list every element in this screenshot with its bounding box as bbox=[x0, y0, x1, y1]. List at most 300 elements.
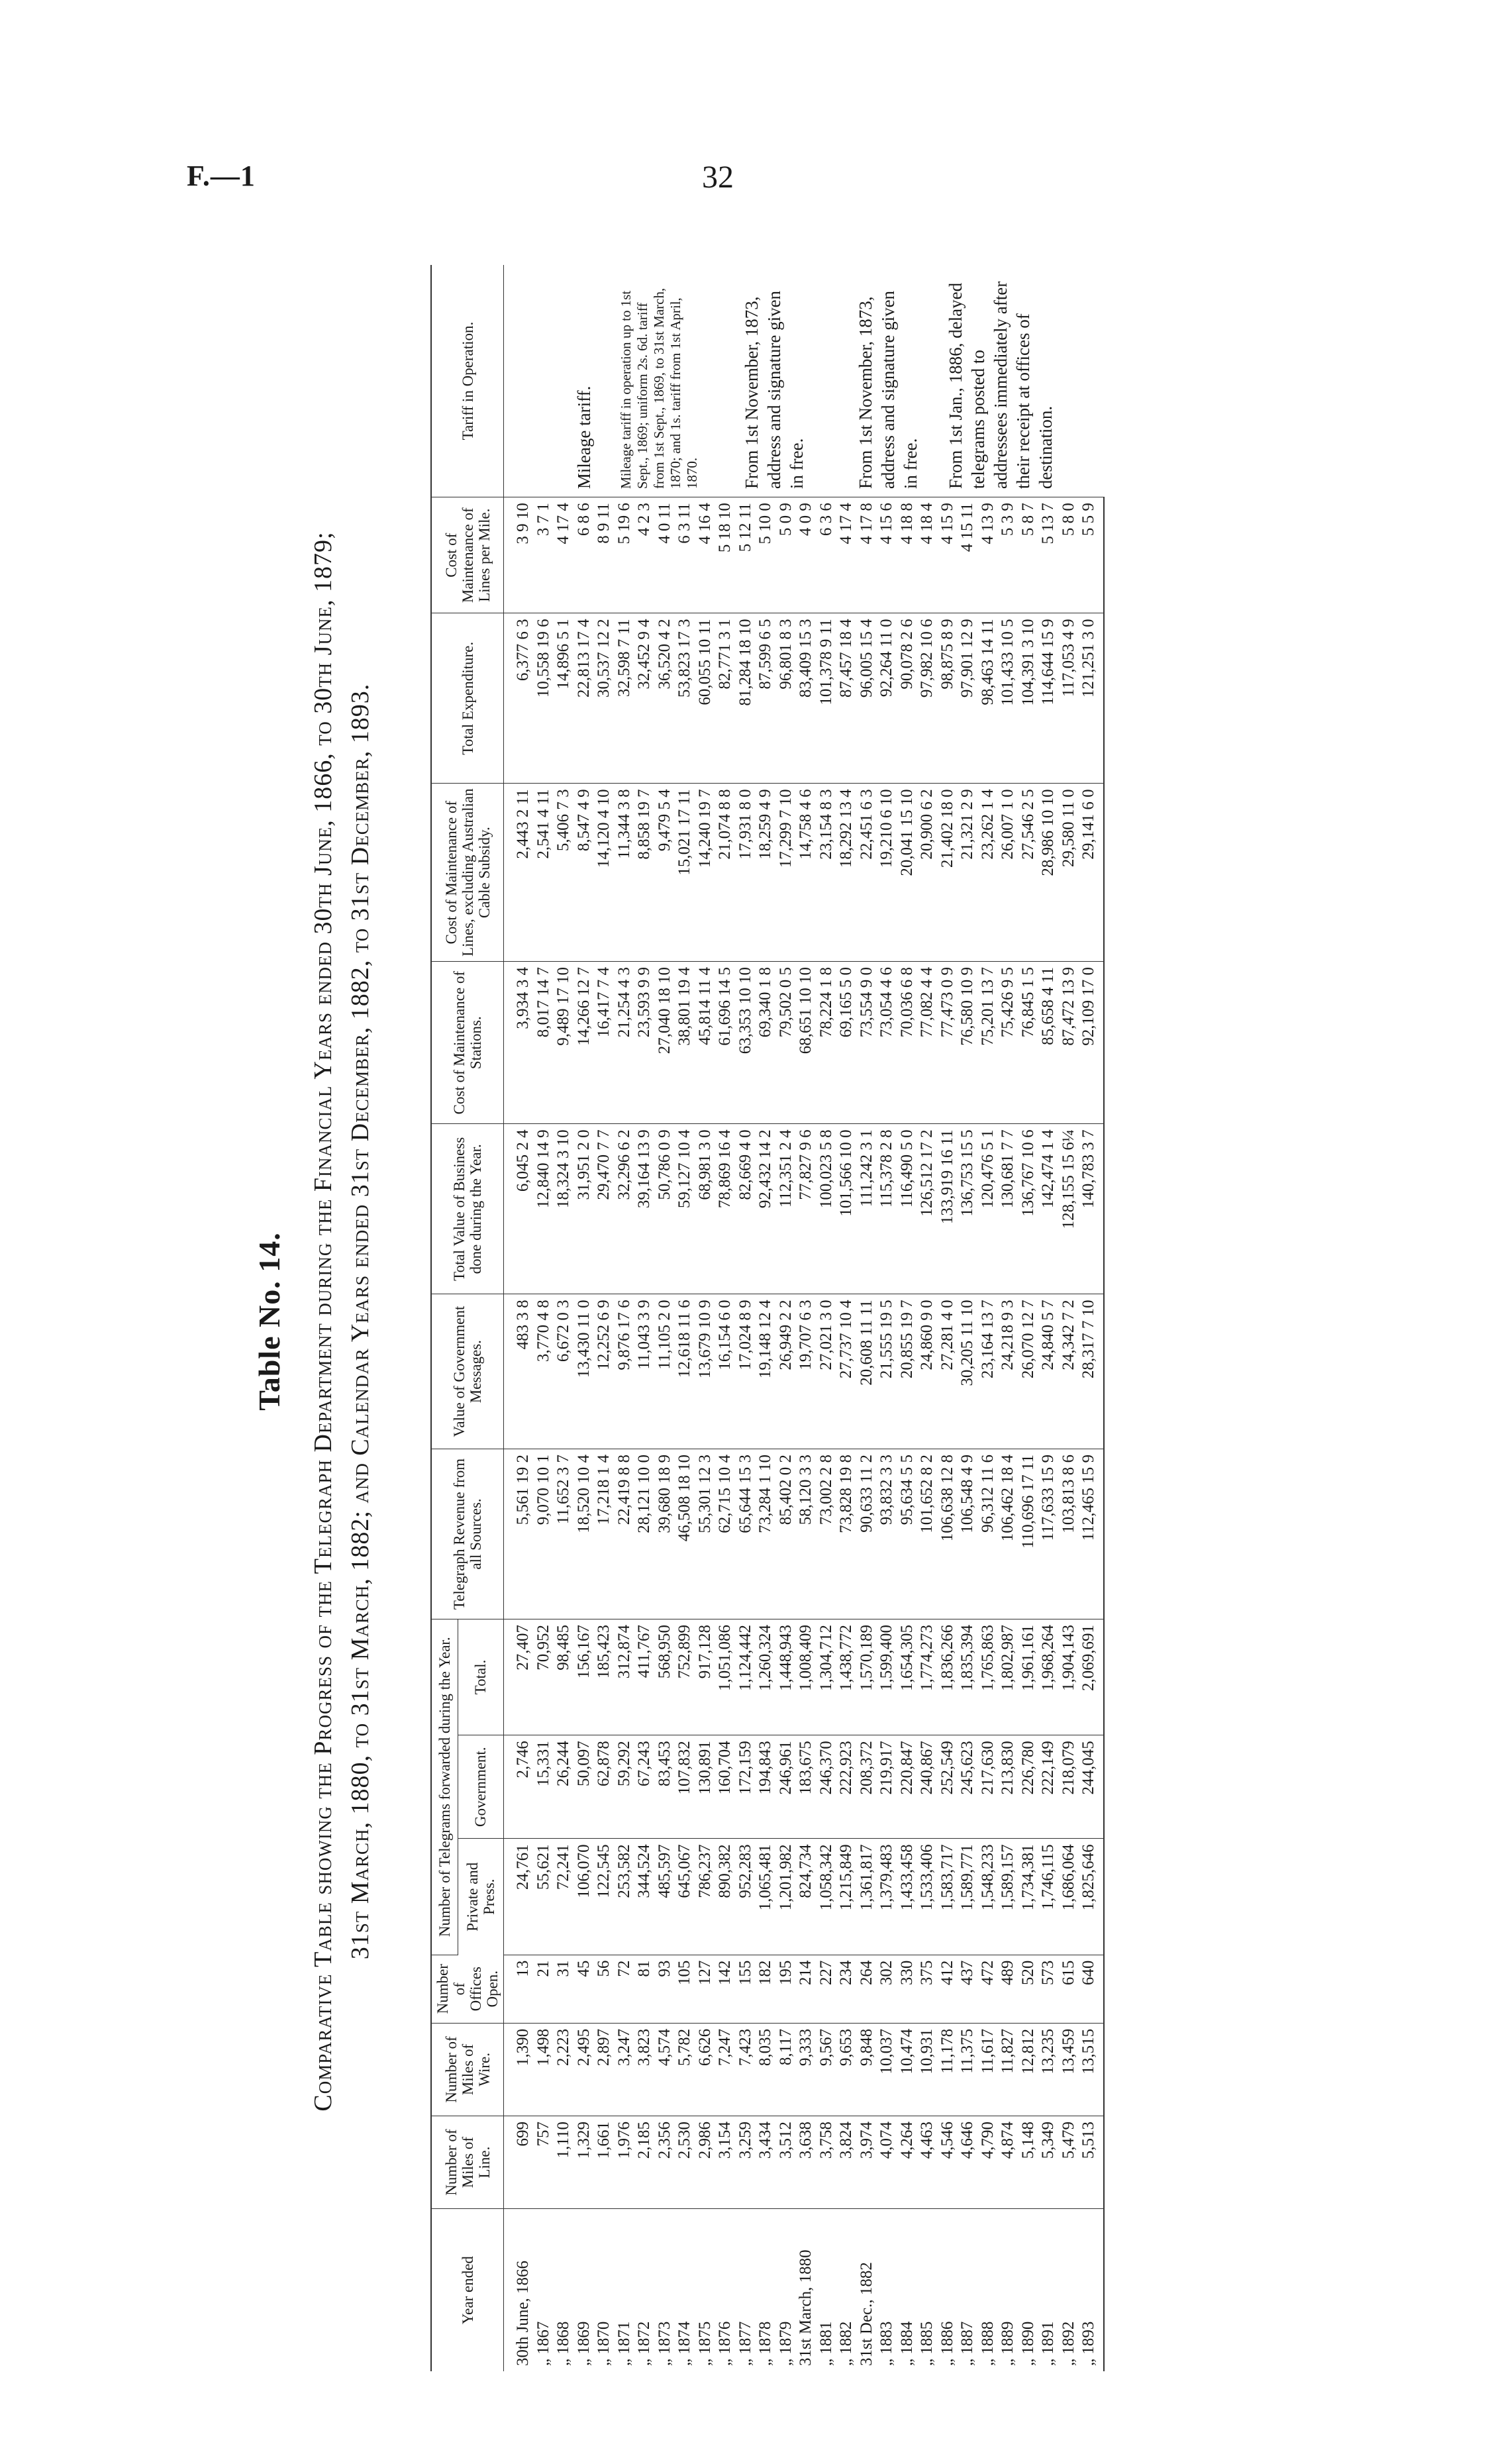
cell-stations: 27,040 18 10 bbox=[655, 962, 675, 1124]
cell-expend: 87,599 6 5 bbox=[756, 613, 776, 784]
cell-year: „ 1867 bbox=[534, 2321, 552, 2366]
cell-permile: 3 7 1 bbox=[534, 497, 554, 613]
cell-wire: 1,390 bbox=[504, 2023, 534, 2116]
cell-expend: 97,982 10 6 bbox=[917, 613, 938, 784]
cell-business: 140,783 3 7 bbox=[1079, 1124, 1104, 1294]
cell-private: 1,734,381 bbox=[1018, 1839, 1039, 1955]
cell-expend: 101,433 10 5 bbox=[998, 613, 1018, 784]
table-row bbox=[796, 265, 817, 2371]
cell-lines: 2,541 4 11 bbox=[534, 784, 554, 962]
cell-permile: 5 5 9 bbox=[1079, 497, 1104, 613]
cell-total: 1,961,161 bbox=[1018, 1619, 1039, 1735]
table-row bbox=[534, 265, 554, 2371]
cell-revenue: 73,828 19 8 bbox=[836, 1449, 857, 1619]
cell-gov: 220,847 bbox=[897, 1735, 918, 1839]
cell-offices: 31 bbox=[554, 1955, 574, 2023]
cell-private: 1,215,849 bbox=[836, 1839, 857, 1955]
table-row bbox=[504, 265, 534, 2371]
cell-govval: 28,317 7 10 bbox=[1079, 1294, 1104, 1449]
cell-gov: 50,097 bbox=[574, 1735, 595, 1839]
cell-private: 122,545 bbox=[594, 1839, 615, 1955]
cell-business: 82,669 4 0 bbox=[736, 1124, 756, 1294]
cell-private: 253,582 bbox=[615, 1839, 635, 1955]
col-cost-per-mile: Cost of Maintenance of Lines per Mile. bbox=[431, 497, 504, 613]
cell-lines: 19,210 6 10 bbox=[877, 784, 897, 962]
cell-govval: 11,043 3 9 bbox=[634, 1294, 655, 1449]
col-total-expenditure: Total Expenditure. bbox=[431, 613, 504, 784]
cell-line: 3,512 bbox=[776, 2116, 797, 2209]
cell-business: 112,351 2 4 bbox=[776, 1124, 797, 1294]
table-row bbox=[998, 265, 1018, 2371]
cell-expend: 90,078 2 6 bbox=[897, 613, 918, 784]
cell-expend: 104,391 3 10 bbox=[1018, 613, 1039, 784]
cell-private: 1,589,771 bbox=[958, 1839, 978, 1955]
cell-year: „ 1883 bbox=[877, 2321, 895, 2366]
tariff-note: From 1st November, 1873, address and signature given in free. bbox=[856, 290, 920, 489]
cell-business: 18,324 3 10 bbox=[554, 1124, 574, 1294]
cell-wire: 11,178 bbox=[938, 2023, 958, 2116]
cell-total: 917,128 bbox=[695, 1619, 716, 1735]
cell-offices: 195 bbox=[776, 1955, 797, 2023]
cell-permile: 5 8 7 bbox=[1018, 497, 1039, 613]
cell-govval: 6,672 0 3 bbox=[554, 1294, 574, 1449]
cell-expend: 60,055 10 11 bbox=[695, 613, 716, 784]
cell-gov: 59,292 bbox=[615, 1735, 635, 1839]
cell-business: 101,566 10 0 bbox=[836, 1124, 857, 1294]
cell-lines: 14,758 4 6 bbox=[796, 784, 817, 962]
cell-business: 77,827 9 6 bbox=[796, 1124, 817, 1294]
cell-offices: 412 bbox=[938, 1955, 958, 2023]
cell-year: 31st March, 1880 bbox=[797, 2249, 815, 2366]
cell-wire: 7,423 bbox=[736, 2023, 756, 2116]
cell-private: 1,548,233 bbox=[978, 1839, 999, 1955]
cell-gov: 15,331 bbox=[534, 1735, 554, 1839]
cell-gov: 183,675 bbox=[796, 1735, 817, 1839]
cell-line: 3,824 bbox=[836, 2116, 857, 2209]
cell-total: 1,904,143 bbox=[1059, 1619, 1079, 1735]
cell-govval: 23,164 13 7 bbox=[978, 1294, 999, 1449]
cell-private: 786,237 bbox=[695, 1839, 716, 1955]
cell-private: 890,382 bbox=[715, 1839, 736, 1955]
cell-lines: 14,240 19 7 bbox=[695, 784, 716, 962]
cell-private: 1,379,483 bbox=[877, 1839, 897, 1955]
cell-business: 142,474 1 4 bbox=[1038, 1124, 1059, 1294]
cell-govval: 19,707 6 3 bbox=[796, 1294, 817, 1449]
cell-wire: 3,247 bbox=[615, 2023, 635, 2116]
cell-revenue: 101,652 8 2 bbox=[917, 1449, 938, 1619]
col-tariff: Tariff in Operation. bbox=[431, 265, 504, 497]
cell-revenue: 106,548 4 9 bbox=[958, 1449, 978, 1619]
cell-year: „ 1877 bbox=[736, 2321, 754, 2366]
cell-revenue: 112,465 15 9 bbox=[1079, 1449, 1104, 1619]
cell-lines: 26,007 1 0 bbox=[998, 784, 1018, 962]
cell-stations: 77,082 4 4 bbox=[917, 962, 938, 1124]
cell-line: 2,356 bbox=[655, 2116, 675, 2209]
cell-lines: 29,141 6 0 bbox=[1079, 784, 1104, 962]
cell-permile: 5 13 7 bbox=[1038, 497, 1059, 613]
cell-business: 78,869 16 4 bbox=[715, 1124, 736, 1294]
cell-revenue: 73,002 2 8 bbox=[817, 1449, 837, 1619]
cell-permile: 4 18 8 bbox=[897, 497, 918, 613]
cell-revenue: 73,284 1 10 bbox=[756, 1449, 776, 1619]
table-row bbox=[877, 265, 897, 2371]
cell-year: „ 1870 bbox=[595, 2321, 613, 2366]
cell-line: 2,530 bbox=[675, 2116, 695, 2209]
rotated-table-block bbox=[252, 245, 1463, 2398]
cell-offices: 472 bbox=[978, 1955, 999, 2023]
table-row bbox=[1018, 265, 1039, 2371]
cell-year: „ 1887 bbox=[958, 2321, 976, 2366]
cell-revenue: 55,301 12 3 bbox=[695, 1449, 716, 1619]
cell-govval: 9,876 17 6 bbox=[615, 1294, 635, 1449]
cell-lines: 17,299 7 10 bbox=[776, 784, 797, 962]
cell-business: 111,242 3 1 bbox=[857, 1124, 877, 1294]
cell-revenue: 65,644 15 3 bbox=[736, 1449, 756, 1619]
cell-stations: 76,580 10 9 bbox=[958, 962, 978, 1124]
cell-gov: 240,867 bbox=[917, 1735, 938, 1839]
table-row bbox=[817, 265, 837, 2371]
cell-offices: 21 bbox=[534, 1955, 554, 2023]
col-business-value: Total Value of Business done during the Year. bbox=[431, 1124, 504, 1294]
cell-wire: 13,515 bbox=[1079, 2023, 1104, 2116]
cell-gov: 83,453 bbox=[655, 1735, 675, 1839]
cell-lines: 29,580 11 0 bbox=[1059, 784, 1079, 962]
cell-permile: 5 3 9 bbox=[998, 497, 1018, 613]
cell-govval: 27,281 4 0 bbox=[938, 1294, 958, 1449]
cell-govval: 13,679 10 9 bbox=[695, 1294, 716, 1449]
cell-expend: 83,409 15 3 bbox=[796, 613, 817, 784]
cell-govval: 3,770 4 8 bbox=[534, 1294, 554, 1449]
table-row bbox=[736, 265, 756, 2371]
cell-business: 32,296 6 2 bbox=[615, 1124, 635, 1294]
cell-wire: 9,333 bbox=[796, 2023, 817, 2116]
cell-offices: 105 bbox=[675, 1955, 695, 2023]
cell-line: 3,758 bbox=[817, 2116, 837, 2209]
cell-wire: 2,223 bbox=[554, 2023, 574, 2116]
cell-stations: 68,651 10 10 bbox=[796, 962, 817, 1124]
cell-year: „ 1890 bbox=[1018, 2321, 1037, 2366]
cell-total: 1,304,712 bbox=[817, 1619, 837, 1735]
cell-offices: 93 bbox=[655, 1955, 675, 2023]
cell-business: 136,753 15 5 bbox=[958, 1124, 978, 1294]
cell-lines: 22,451 6 3 bbox=[857, 784, 877, 962]
table-row bbox=[857, 265, 877, 2371]
table-row bbox=[655, 265, 675, 2371]
cell-govval: 24,218 9 3 bbox=[998, 1294, 1018, 1449]
cell-govval: 26,949 2 2 bbox=[776, 1294, 797, 1449]
cell-total: 1,836,266 bbox=[938, 1619, 958, 1735]
cell-total: 1,051,086 bbox=[715, 1619, 736, 1735]
cell-permile: 5 12 11 bbox=[736, 497, 756, 613]
cell-line: 3,259 bbox=[736, 2116, 756, 2209]
cell-expend: 117,053 4 9 bbox=[1059, 613, 1079, 784]
cell-business: 59,127 10 4 bbox=[675, 1124, 695, 1294]
cell-gov: 213,830 bbox=[998, 1735, 1018, 1839]
cell-line: 3,154 bbox=[715, 2116, 736, 2209]
cell-revenue: 96,312 11 6 bbox=[978, 1449, 999, 1619]
cell-permile: 4 15 11 bbox=[958, 497, 978, 613]
cell-stations: 9,489 17 10 bbox=[554, 962, 574, 1124]
cell-line: 4,874 bbox=[998, 2116, 1018, 2209]
cell-permile: 4 0 9 bbox=[796, 497, 817, 613]
cell-lines: 9,479 5 4 bbox=[655, 784, 675, 962]
cell-offices: 375 bbox=[917, 1955, 938, 2023]
cell-private: 645,067 bbox=[675, 1839, 695, 1955]
cell-year: „ 1889 bbox=[999, 2321, 1016, 2366]
cell-year: „ 1873 bbox=[655, 2321, 673, 2366]
cell-expend: 22,813 17 4 bbox=[574, 613, 595, 784]
cell-govval: 20,608 11 11 bbox=[857, 1294, 877, 1449]
cell-offices: 234 bbox=[836, 1955, 857, 2023]
cell-gov: 172,159 bbox=[736, 1735, 756, 1839]
cell-gov: 222,149 bbox=[1038, 1735, 1059, 1839]
tariff-note: Mileage tariff in operation up to 1st Sept., 1869; uniform 2s. 6d. tariff from 1st Sept., 1869, to 31st March, 1870; and 1s. tariff from 1st April, 1870. bbox=[618, 287, 700, 489]
cell-business: 128,155 15 6¼ bbox=[1059, 1124, 1079, 1294]
cell-revenue: 110,696 17 11 bbox=[1018, 1449, 1039, 1619]
cell-wire: 10,037 bbox=[877, 2023, 897, 2116]
cell-revenue: 18,520 10 4 bbox=[574, 1449, 595, 1619]
cell-year: „ 1878 bbox=[756, 2321, 774, 2366]
cell-gov: 246,961 bbox=[776, 1735, 797, 1839]
cell-year: „ 1872 bbox=[635, 2321, 653, 2366]
cell-business: 136,767 10 6 bbox=[1018, 1124, 1039, 1294]
cell-year: „ 1881 bbox=[817, 2321, 835, 2366]
cell-offices: 520 bbox=[1018, 1955, 1039, 2023]
cell-business: 6,045 2 4 bbox=[504, 1124, 534, 1294]
col-private-press: Private and Press. bbox=[458, 1839, 503, 1955]
table-row bbox=[978, 265, 999, 2371]
cell-stations: 61,696 14 5 bbox=[715, 962, 736, 1124]
cell-line: 4,790 bbox=[978, 2116, 999, 2209]
table-row bbox=[897, 265, 918, 2371]
cell-stations: 69,340 1 8 bbox=[756, 962, 776, 1124]
cell-stations: 92,109 17 0 bbox=[1079, 962, 1104, 1124]
cell-offices: 72 bbox=[615, 1955, 635, 2023]
cell-private: 1,583,717 bbox=[938, 1839, 958, 1955]
cell-revenue: 9,070 10 1 bbox=[534, 1449, 554, 1619]
cell-total: 27,407 bbox=[504, 1619, 534, 1735]
cell-expend: 14,896 5 1 bbox=[554, 613, 574, 784]
cell-govval: 17,024 8 9 bbox=[736, 1294, 756, 1449]
cell-business: 31,951 2 0 bbox=[574, 1124, 595, 1294]
table-row bbox=[1038, 265, 1059, 2371]
cell-gov: 194,843 bbox=[756, 1735, 776, 1839]
cell-offices: 182 bbox=[756, 1955, 776, 2023]
cell-line: 2,185 bbox=[634, 2116, 655, 2209]
cell-permile: 4 18 4 bbox=[917, 497, 938, 613]
cell-business: 126,512 17 2 bbox=[917, 1124, 938, 1294]
cell-total: 1,599,400 bbox=[877, 1619, 897, 1735]
cell-line: 3,638 bbox=[796, 2116, 817, 2209]
cell-govval: 27,021 3 0 bbox=[817, 1294, 837, 1449]
cell-wire: 2,495 bbox=[574, 2023, 595, 2116]
cell-offices: 437 bbox=[958, 1955, 978, 2023]
cell-year: 30th June, 1866 bbox=[514, 2260, 532, 2366]
cell-govval: 19,148 12 4 bbox=[756, 1294, 776, 1449]
cell-line: 1,661 bbox=[594, 2116, 615, 2209]
cell-expend: 98,875 8 9 bbox=[938, 613, 958, 784]
cell-stations: 77,473 0 9 bbox=[938, 962, 958, 1124]
table-body bbox=[504, 265, 1104, 2371]
cell-revenue: 103,813 8 6 bbox=[1059, 1449, 1079, 1619]
cell-wire: 2,897 bbox=[594, 2023, 615, 2116]
cell-permile: 8 9 11 bbox=[594, 497, 615, 613]
cell-expend: 6,377 6 3 bbox=[504, 613, 534, 784]
cell-stations: 73,554 9 0 bbox=[857, 962, 877, 1124]
cell-lines: 5,406 7 3 bbox=[554, 784, 574, 962]
cell-revenue: 106,638 12 8 bbox=[938, 1449, 958, 1619]
table-row bbox=[715, 265, 736, 2371]
title-line-1: Comparative Table showing the Progress of the Telegraph Department during the Financial Years ended 30th June, 1866, to 30th June, 1879; bbox=[309, 531, 337, 2112]
cell-revenue: 95,634 5 5 bbox=[897, 1449, 918, 1619]
tariff-note: Mileage tariff. bbox=[574, 385, 594, 489]
cell-stations: 87,472 13 9 bbox=[1059, 962, 1079, 1124]
table-row bbox=[574, 265, 595, 2371]
cell-permile: 5 18 10 bbox=[715, 497, 736, 613]
cell-revenue: 93,832 3 3 bbox=[877, 1449, 897, 1619]
col-government: Government. bbox=[458, 1735, 503, 1839]
tariff-note: From 1st Jan., 1886, delayed telegrams posted to addressees immediately after their receipt at offices of destination. bbox=[946, 281, 1056, 489]
cell-total: 411,767 bbox=[634, 1619, 655, 1735]
cell-total: 1,008,409 bbox=[796, 1619, 817, 1735]
cell-gov: 226,780 bbox=[1018, 1735, 1039, 1839]
cell-expend: 53,823 17 3 bbox=[675, 613, 695, 784]
cell-govval: 11,105 2 0 bbox=[655, 1294, 675, 1449]
cell-private: 344,524 bbox=[634, 1839, 655, 1955]
cell-private: 1,433,458 bbox=[897, 1839, 918, 1955]
cell-permile: 5 10 0 bbox=[756, 497, 776, 613]
cell-expend: 92,264 11 0 bbox=[877, 613, 897, 784]
cell-govval: 20,855 19 7 bbox=[897, 1294, 918, 1449]
cell-year: „ 1868 bbox=[554, 2321, 572, 2366]
cell-stations: 3,934 3 4 bbox=[504, 962, 534, 1124]
cell-govval: 12,252 6 9 bbox=[594, 1294, 615, 1449]
cell-wire: 11,617 bbox=[978, 2023, 999, 2116]
cell-wire: 1,498 bbox=[534, 2023, 554, 2116]
cell-total: 1,124,442 bbox=[736, 1619, 756, 1735]
table-row bbox=[1059, 265, 1079, 2371]
cell-total: 1,802,987 bbox=[998, 1619, 1018, 1735]
cell-govval: 12,618 11 6 bbox=[675, 1294, 695, 1449]
col-total: Total. bbox=[458, 1619, 503, 1735]
cell-govval: 24,840 5 7 bbox=[1038, 1294, 1059, 1449]
cell-gov: 244,045 bbox=[1079, 1735, 1104, 1839]
cell-private: 1,589,157 bbox=[998, 1839, 1018, 1955]
cell-stations: 85,658 4 11 bbox=[1038, 962, 1059, 1124]
cell-year: „ 1891 bbox=[1039, 2321, 1057, 2366]
page-number: 32 bbox=[702, 160, 734, 195]
cell-total: 752,899 bbox=[675, 1619, 695, 1735]
cell-lines: 20,041 15 10 bbox=[897, 784, 918, 962]
cell-gov: 107,832 bbox=[675, 1735, 695, 1839]
cell-business: 115,378 2 8 bbox=[877, 1124, 897, 1294]
cell-line: 4,646 bbox=[958, 2116, 978, 2209]
cell-lines: 15,021 17 11 bbox=[675, 784, 695, 962]
cell-permile: 4 17 4 bbox=[836, 497, 857, 613]
cell-wire: 13,459 bbox=[1059, 2023, 1079, 2116]
cell-wire: 8,117 bbox=[776, 2023, 797, 2116]
cell-stations: 8,017 14 7 bbox=[534, 962, 554, 1124]
cell-lines: 21,321 2 9 bbox=[958, 784, 978, 962]
cell-expend: 114,644 15 9 bbox=[1038, 613, 1059, 784]
cell-expend: 87,457 18 4 bbox=[836, 613, 857, 784]
cell-line: 3,974 bbox=[857, 2116, 877, 2209]
cell-govval: 21,555 19 5 bbox=[877, 1294, 897, 1449]
cell-line: 4,463 bbox=[917, 2116, 938, 2209]
cell-private: 1,201,982 bbox=[776, 1839, 797, 1955]
cell-lines: 28,986 10 10 bbox=[1038, 784, 1059, 962]
cell-line: 757 bbox=[534, 2116, 554, 2209]
table-row bbox=[776, 265, 797, 2371]
cell-stations: 23,593 9 9 bbox=[634, 962, 655, 1124]
cell-stations: 14,266 12 7 bbox=[574, 962, 595, 1124]
table-number: Table No. 14. bbox=[252, 1232, 286, 1411]
cell-govval: 30,205 11 10 bbox=[958, 1294, 978, 1449]
col-offices-open: Number of Offices Open. bbox=[431, 1955, 504, 2023]
cell-revenue: 58,120 3 3 bbox=[796, 1449, 817, 1619]
cell-offices: 264 bbox=[857, 1955, 877, 2023]
cell-total: 185,423 bbox=[594, 1619, 615, 1735]
cell-business: 133,919 16 11 bbox=[938, 1124, 958, 1294]
cell-expend: 82,771 3 1 bbox=[715, 613, 736, 784]
cell-total: 1,765,863 bbox=[978, 1619, 999, 1735]
cell-business: 130,681 7 7 bbox=[998, 1124, 1018, 1294]
cell-gov: 218,079 bbox=[1059, 1735, 1079, 1839]
cell-gov: 160,704 bbox=[715, 1735, 736, 1839]
cell-private: 1,825,646 bbox=[1079, 1839, 1104, 1955]
cell-revenue: 5,561 19 2 bbox=[504, 1449, 534, 1619]
table-row bbox=[675, 265, 695, 2371]
cell-expend: 121,251 3 0 bbox=[1079, 613, 1104, 784]
cell-line: 5,479 bbox=[1059, 2116, 1079, 2209]
cell-line: 4,264 bbox=[897, 2116, 918, 2209]
cell-year: „ 1876 bbox=[716, 2321, 734, 2366]
cell-gov: 26,244 bbox=[554, 1735, 574, 1839]
table-row bbox=[554, 265, 574, 2371]
col-revenue: Telegraph Revenue from all Sources. bbox=[431, 1449, 504, 1619]
cell-stations: 38,801 19 4 bbox=[675, 962, 695, 1124]
cell-permile: 4 17 4 bbox=[554, 497, 574, 613]
cell-total: 70,952 bbox=[534, 1619, 554, 1735]
cell-gov: 246,370 bbox=[817, 1735, 837, 1839]
cell-wire: 9,848 bbox=[857, 2023, 877, 2116]
cell-line: 5,349 bbox=[1038, 2116, 1059, 2209]
cell-private: 485,597 bbox=[655, 1839, 675, 1955]
cell-business: 100,023 5 8 bbox=[817, 1124, 837, 1294]
cell-revenue: 28,121 10 0 bbox=[634, 1449, 655, 1619]
cell-line: 699 bbox=[504, 2116, 534, 2209]
cell-total: 2,069,691 bbox=[1079, 1619, 1104, 1735]
cell-expend: 30,537 12 2 bbox=[594, 613, 615, 784]
table-row bbox=[836, 265, 857, 2371]
cell-offices: 640 bbox=[1079, 1955, 1104, 2023]
cell-permile: 4 2 3 bbox=[634, 497, 655, 613]
cell-permile: 3 9 10 bbox=[504, 497, 534, 613]
tariff-notes bbox=[504, 265, 1104, 497]
cell-total: 1,654,305 bbox=[897, 1619, 918, 1735]
cell-total: 156,167 bbox=[574, 1619, 595, 1735]
cell-revenue: 22,419 8 8 bbox=[615, 1449, 635, 1619]
cell-stations: 21,254 4 3 bbox=[615, 962, 635, 1124]
cell-private: 824,734 bbox=[796, 1839, 817, 1955]
cell-wire: 13,235 bbox=[1038, 2023, 1059, 2116]
cell-year: „ 1882 bbox=[837, 2321, 855, 2366]
cell-private: 106,070 bbox=[574, 1839, 595, 1955]
cell-line: 4,546 bbox=[938, 2116, 958, 2209]
cell-line: 1,976 bbox=[615, 2116, 635, 2209]
cell-revenue: 11,652 3 7 bbox=[554, 1449, 574, 1619]
cell-govval: 24,342 7 2 bbox=[1059, 1294, 1079, 1449]
